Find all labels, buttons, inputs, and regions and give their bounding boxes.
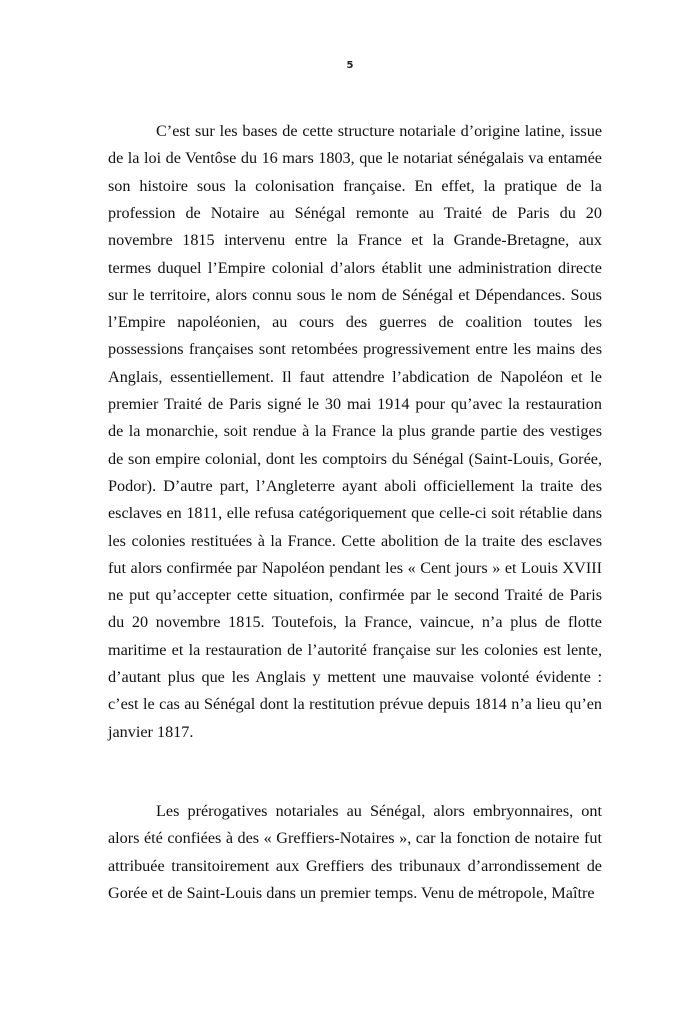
text-line-content: Gorée et de Saint-Louis dans un premier temps. Venu de métropole, Maître xyxy=(108,883,595,902)
text-line-content: Les prérogatives notariales au Sénégal, alors embryonnaires, ont xyxy=(156,802,602,820)
text-line-content: Podor). D’autre part, l’Angleterre ayant aboli officiellement la traite des xyxy=(108,476,602,495)
text-line-content: sur le territoire, alors connu sous le nom de Sénégal et Dépendances. Sous xyxy=(108,285,602,304)
text-line-content: Anglais, essentiellement. Il faut attendre l’abdication de Napoléon et le xyxy=(108,367,602,386)
text-line-content: profession de Notaire au Sénégal remonte au Traité de Paris du 20 xyxy=(108,203,602,222)
text-line-content: du 20 novembre 1815. Toutefois, la France, vaincue, n’a plus de flotte xyxy=(108,613,602,632)
text-line-content: ne put qu’accepter cette situation, confirmée par le second Traité de Paris xyxy=(108,586,602,605)
text-line-content: janvier 1817. xyxy=(108,722,194,741)
text-line-content: de la monarchie, soit rendue à la France la plus grande partie des vestiges xyxy=(108,422,602,441)
text-line-content: de la loi de Ventôse du 16 mars 1803, que le notariat sénégalais va entamée xyxy=(108,149,602,168)
text-line-content: premier Traité de Paris signé le 30 mai 1914 pour qu’avec la restauration xyxy=(108,395,602,413)
text-line-content: l’Empire napoléonien, au cours des guerres de coalition toutes les xyxy=(108,313,602,332)
text-line-content: fut alors confirmée par Napoléon pendant les « Cent jours » et Louis XVIII xyxy=(108,558,602,577)
text-line-content: possessions françaises sont retombées progressivement entre les mains des xyxy=(108,340,602,359)
page-number: 5 xyxy=(346,60,354,71)
text-line-content: maritime et la restauration de l’autorité française sur les colonies est lente, xyxy=(108,640,602,659)
text-line-content: les colonies restituées à la France. Cette abolition de la traite des esclaves xyxy=(108,531,602,550)
text-line-content: de son empire colonial, dont les comptoirs du Sénégal (Saint-Louis, Gorée, xyxy=(108,449,602,468)
text-line-content: attribuée transitoirement aux Greffiers des tribunaux d’arrondissement de xyxy=(108,856,602,875)
text-line-content: son histoire sous la colonisation française. En effet, la pratique de la xyxy=(108,176,602,195)
text-line-content: novembre 1815 intervenu entre la France et la Grande-Bretagne, aux xyxy=(108,231,602,250)
text-line-content: termes duquel l’Empire colonial d’alors établit une administration directe xyxy=(108,258,602,277)
text-line-content: alors été confiées à des « Greffiers-Notaires », car la fonction de notaire fut xyxy=(108,829,602,848)
text-line-content: c’est le cas au Sénégal dont la restitution prévue depuis 1814 n’a lieu qu’en xyxy=(108,695,602,714)
text-line-content: esclaves en 1811, elle refusa catégoriquement que celle-ci soit rétablie dans xyxy=(108,504,602,523)
text-line-content: C’est sur les bases de cette structure notariale d’origine latine, issue xyxy=(156,122,602,140)
text-line-content: d’autant plus que les Anglais y mettent une mauvaise volonté évidente : xyxy=(108,668,602,686)
